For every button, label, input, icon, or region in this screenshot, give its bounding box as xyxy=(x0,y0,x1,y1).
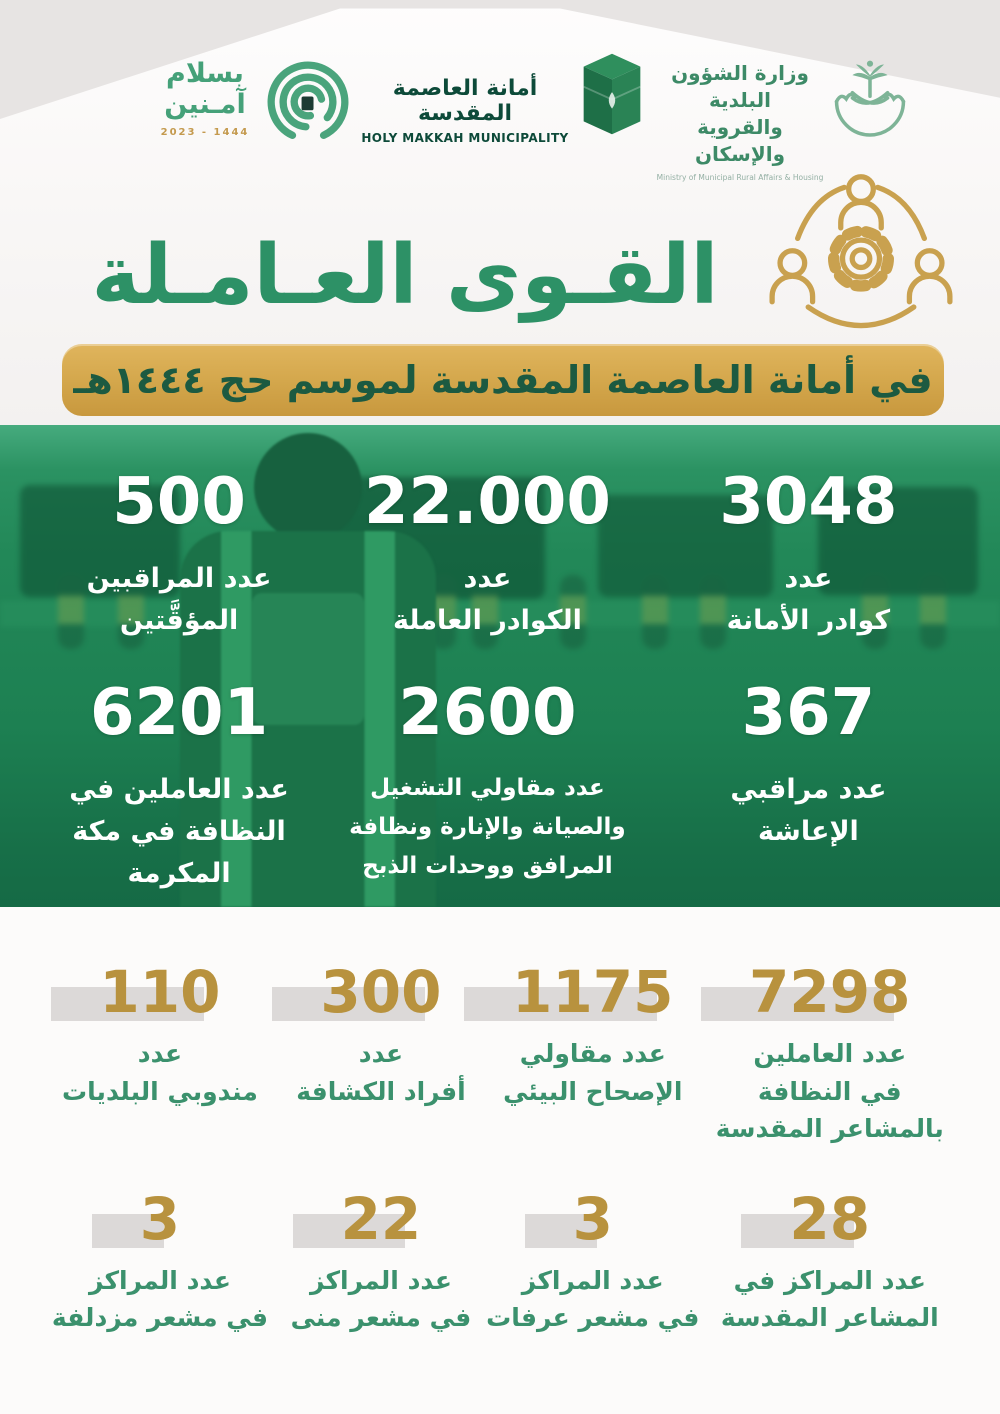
stat-centers-mina xyxy=(278,1184,484,1337)
stat-municipality-delegates xyxy=(42,958,278,1148)
ministry-logo-text xyxy=(650,60,830,182)
stat-value-text: 22 xyxy=(340,1184,422,1253)
stat-label-line: عدد العاملين xyxy=(753,1039,907,1068)
stat-centers-holy-sites xyxy=(702,1184,958,1337)
stat-value: 367 xyxy=(741,675,876,750)
stat-catering-monitors xyxy=(645,675,972,895)
stat-label-line: في مشعر عرفات xyxy=(486,1303,700,1332)
stat-label xyxy=(702,1262,958,1337)
stat-value xyxy=(335,1184,428,1253)
stat-label xyxy=(645,769,972,853)
stat-temporary-monitors xyxy=(28,465,330,642)
stat-holy-sites-cleaning-workers xyxy=(702,958,958,1148)
subtitle-banner: في أمانة العاصمة المقدسة لموسم حج ١٤٤٤هـ xyxy=(62,344,944,416)
workforce-gear-people-icon xyxy=(768,168,954,348)
stat-label-line: عدد xyxy=(358,1039,404,1068)
campaign-logo-line2: آمـنين xyxy=(164,89,246,121)
stat-label xyxy=(645,558,972,642)
stat-label-line: عدد المراقبين xyxy=(86,563,272,595)
stat-label-line: في مشعر مزدلفة xyxy=(51,1303,268,1332)
stat-label xyxy=(28,769,330,895)
stat-label-line: المؤقَّتين xyxy=(119,605,239,637)
header-section xyxy=(0,0,1000,425)
logos-row xyxy=(0,0,1000,182)
stat-value xyxy=(314,958,447,1026)
stat-working-cadres xyxy=(330,465,645,642)
stat-value-text: 1175 xyxy=(512,958,674,1026)
stat-label-line: والصيانة والإنارة ونظافة xyxy=(349,814,626,841)
stat-value: 6201 xyxy=(89,675,269,750)
campaign-logo-line1: بسلام xyxy=(166,58,244,89)
stat-amanah-cadres xyxy=(645,465,972,642)
stat-label-line: عدد مقاولي التشغيل xyxy=(370,775,605,802)
campaign-logo xyxy=(148,58,262,138)
stat-centers-muzdalifah xyxy=(42,1184,278,1337)
stat-label-line: كوادر الأمانة xyxy=(726,605,891,637)
stat-centers-arafat xyxy=(484,1184,702,1337)
stat-value-text: 3 xyxy=(139,1184,181,1253)
stat-value: 22.000 xyxy=(363,465,611,539)
green-stats-section xyxy=(0,425,1000,907)
stat-value: 3048 xyxy=(719,465,898,539)
stat-value-text: 28 xyxy=(789,1184,871,1253)
stat-label-line: بالمشاعر المقدسة xyxy=(715,1114,944,1143)
stat-value xyxy=(134,1184,186,1253)
stat-label-line: الإعاشة xyxy=(757,815,859,847)
stat-label-line: عدد مقاولي xyxy=(519,1039,666,1068)
stat-value-text: 3 xyxy=(572,1184,613,1253)
stat-label-line: عدد xyxy=(137,1039,183,1068)
ministry-name-ar-line1: وزارة الشؤون البلدية xyxy=(671,61,809,112)
makkah-emblem-icon xyxy=(826,52,914,148)
stat-label-line: في النظافة xyxy=(757,1076,902,1106)
spiral-fingerprint-icon xyxy=(262,56,354,152)
stat-operation-contractors xyxy=(330,675,645,895)
stat-value xyxy=(567,1184,619,1253)
stat-label-line: عدد المراكز xyxy=(521,1265,664,1295)
stat-value xyxy=(743,958,916,1026)
municipality-name-ar: أمانة العاصمة المقدسة xyxy=(392,76,538,126)
stat-label-line: عدد مراقبي xyxy=(730,774,887,806)
stat-label xyxy=(28,558,330,642)
green-stats-grid xyxy=(0,425,1000,895)
stat-label-line: المشاعر المقدسة xyxy=(720,1303,939,1332)
campaign-logo-years: 2023 - 1444 xyxy=(160,127,250,139)
stat-label xyxy=(330,558,645,642)
stat-label-line: في مشعر منى xyxy=(290,1303,472,1332)
stat-label xyxy=(42,1262,278,1337)
bottom-stats-section xyxy=(0,907,1000,1414)
stat-label-line: المرافق ووحدات الذبح xyxy=(362,853,613,880)
stat-label-line: مندوبي البلديات xyxy=(62,1076,258,1106)
stat-value xyxy=(783,1184,876,1253)
stat-label xyxy=(484,1262,702,1337)
stat-label xyxy=(702,1035,958,1148)
stat-makkah-cleaning-workers xyxy=(28,675,330,895)
stat-label-line: النظافة في مكة المكرمة xyxy=(72,815,286,889)
stat-label-line: الإصحاح البيئي xyxy=(503,1076,683,1106)
stat-value: 2600 xyxy=(398,675,577,750)
municipality-name-en: HOLY MAKKAH MUNICIPALITY xyxy=(361,131,569,145)
stat-value xyxy=(506,958,679,1026)
stat-scouts xyxy=(278,958,484,1148)
stat-label xyxy=(278,1262,484,1337)
stat-label-line: عدد المراكز xyxy=(309,1265,452,1295)
ministry-name-ar-line2: والقروية والإسكان xyxy=(694,115,786,166)
stat-value-text: 7298 xyxy=(749,958,911,1026)
ministry-cube-emblem-icon xyxy=(580,48,644,144)
page-title: القـوى العـامـلة xyxy=(91,228,719,323)
stat-label xyxy=(278,1035,484,1110)
municipality-logo-text xyxy=(358,76,572,145)
stat-label-line: عدد العاملين في xyxy=(69,774,289,806)
stat-environmental-sanitation-contractors xyxy=(484,958,702,1148)
stat-label-line: عدد المراكز xyxy=(88,1265,231,1295)
stat-value: 500 xyxy=(112,465,246,539)
stat-label xyxy=(330,769,645,886)
stat-label xyxy=(484,1035,702,1110)
stat-label-line: عدد xyxy=(784,563,833,595)
ministry-name-en: Ministry of Municipal Rural Affairs & Housing xyxy=(656,173,824,182)
stat-label-line: أفراد الكشافة xyxy=(296,1076,466,1106)
stat-label-line: عدد xyxy=(463,563,512,595)
stat-label xyxy=(42,1035,278,1110)
stat-value xyxy=(93,958,226,1026)
stat-value-text: 110 xyxy=(99,958,221,1026)
stat-label-line: الكوادر العاملة xyxy=(392,605,582,637)
bottom-stats-grid xyxy=(0,907,1000,1337)
stat-label-line: عدد المراكز في xyxy=(733,1265,926,1295)
stat-value-text: 300 xyxy=(320,958,442,1026)
